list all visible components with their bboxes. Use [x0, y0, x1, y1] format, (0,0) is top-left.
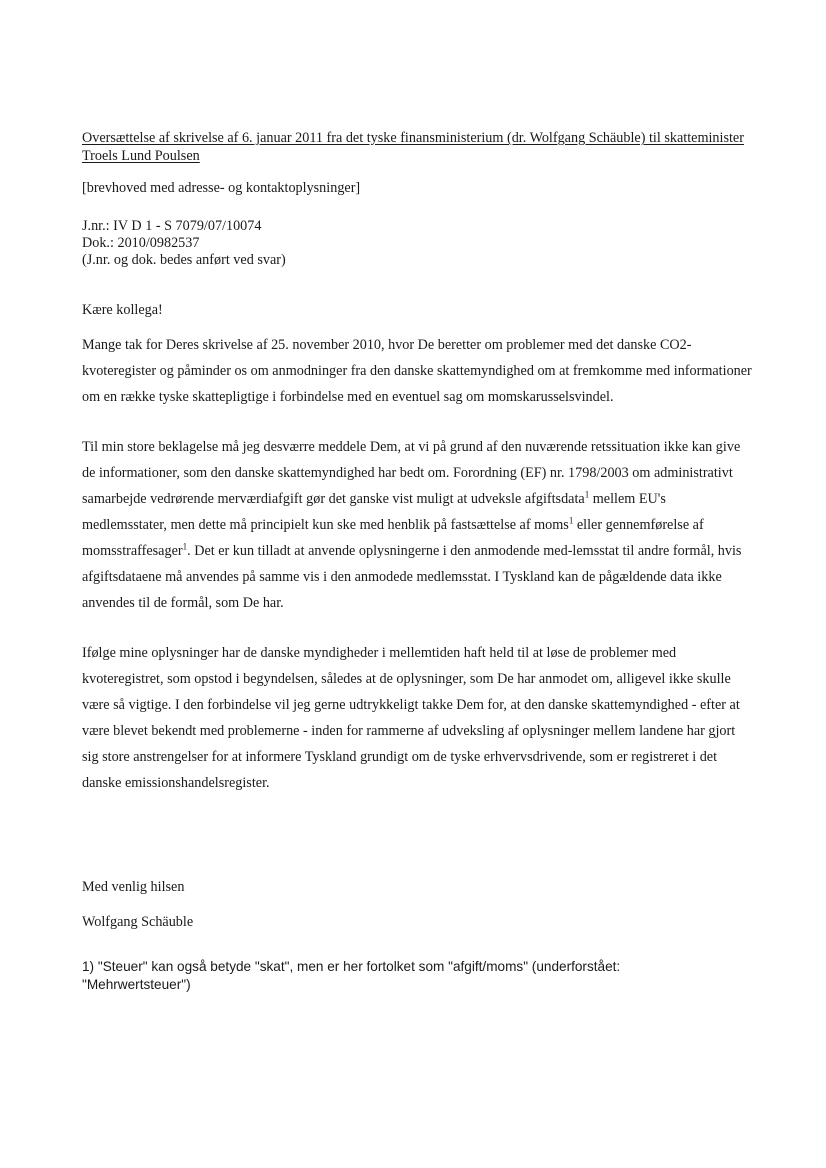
reference-block: [82, 218, 752, 269]
salutation: Kære kollega!: [82, 302, 163, 318]
document-title: Oversættelse af skrivelse af 6. januar 2011 fra det tyske finansministerium (dr. Wolfgang Schäuble) til skatteminister Troels Lund Poulsen: [82, 130, 744, 164]
paragraph-2-part-3: eller gennemførelse af momsstraffesager: [82, 517, 704, 559]
closing: Med venlig hilsen: [82, 879, 185, 895]
paragraph-2-part-2: mellem EU's medlemsstater, men dette må principielt kun ske med henblik på fastsættelse af moms: [82, 491, 666, 533]
paragraph-2: [82, 434, 752, 616]
footnote-marker: 1: [182, 541, 188, 552]
document-number: Dok.: 2010/0982537: [82, 235, 200, 251]
footnote-marker: 1: [568, 515, 574, 526]
reference-note: (J.nr. og dok. bedes anført ved svar): [82, 252, 286, 268]
journal-number: J.nr.: IV D 1 - S 7079/07/10074: [82, 218, 262, 234]
footnote: 1) "Steuer" kan også betyde "skat", men er her fortolket som "afgift/moms" (underforstået: "Mehrwertsteuer"): [82, 959, 621, 992]
paragraph-3: Ifølge mine oplysninger har de danske myndigheder i mellemtiden haft held til at løse de problemer med kvoteregistret, som opstod i begyndelsen, således at de oplysninger, som De har anmodet om, alligevel ikke skulle være så vigtige. I den forbindelse vil jeg gerne udtrykkeligt takke Dem for, at den danske skattemyndighed - efter at være blevet bekendt med problemerne - inden for rammerne af udveksling af oplysninger mellem landene har gjort sig store anstrengelser for at informere Tyskland grundigt om de tyske erhvervsdrivende, som er registreret i det danske emissionshandelsregister.: [82, 645, 740, 791]
paragraph-1: Mange tak for Deres skrivelse af 25. november 2010, hvor De beretter om problemer med det danske CO2-kvoteregister og påminder os om anmodninger fra den danske skattemyndighed om at fremkomme med informationer om en række tyske skattepligtige i forbindelse med en eventuel sag om momskarusselsvindel.: [82, 337, 752, 405]
paragraph-2-part-1: Til min store beklagelse må jeg desværre meddele Dem, at vi på grund af den nuværende retssituation ikke kan give de informationer, som den danske skattemyndighed har bedt om. Forordning (EF) nr. 1798/2003 om administrativt samarbejde vedrørende merværdiafgift gør det ganske vist muligt at udveksle afgiftsdata: [82, 439, 741, 507]
letterhead-note: [brevhoved med adresse- og kontaktoplysninger]: [82, 180, 361, 196]
signature: Wolfgang Schäuble: [82, 914, 194, 930]
paragraph-2-part-4: . Det er kun tilladt at anvende oplysningerne i den anmodende med-lemsstat til andre formål, hvis afgiftsdataene må anvendes på samme vis i den anmodede medlemsstat. I Tyskland kan de pågældende data ikke anvendes til de formål, som De har.: [82, 543, 742, 611]
footnote-marker: 1: [584, 489, 590, 500]
